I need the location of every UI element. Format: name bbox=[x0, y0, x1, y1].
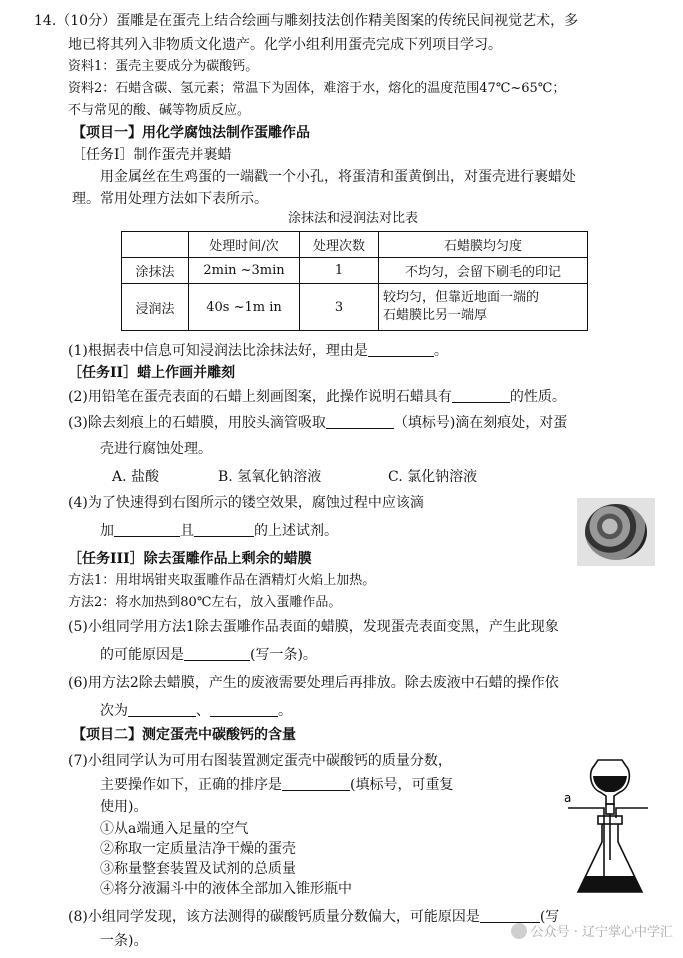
apparatus-label-a: a bbox=[564, 791, 572, 805]
q3-end: （填标号)滴在刻痕处，对蛋 bbox=[393, 415, 568, 431]
q2-text: (2)用铅笔在蛋壳表面的石蜡上刻画图案，此操作说明石蜡具有 bbox=[68, 389, 452, 405]
q4-cont bbox=[100, 522, 338, 540]
option-c: C. 氯化钠溶液 bbox=[388, 469, 478, 485]
table-row bbox=[122, 284, 588, 331]
answer-blank[interactable] bbox=[326, 414, 394, 429]
table-header-cell bbox=[122, 232, 189, 258]
q6-mid: 、 bbox=[196, 703, 210, 719]
project2-title: 【项目二】测定蛋壳中碳酸钙的含量 bbox=[72, 727, 296, 743]
task1-text2: 理。常用处理方法如下表所示。 bbox=[72, 191, 268, 207]
q5-end: (写一条)。 bbox=[250, 647, 317, 663]
table-cell: 涂抹法 bbox=[122, 258, 189, 284]
table-cell-line: 石蜡膜比另一端厚 bbox=[383, 308, 488, 323]
separatory-funnel bbox=[591, 760, 630, 860]
q7: (7)小组同学认为可用右图装置测定蛋壳中碳酸钙的质量分数， bbox=[68, 753, 452, 769]
q6: (6)用方法2除去蜡膜，产生的废液需要处理后再排放。除去废液中石蜡的操作依 bbox=[68, 675, 559, 691]
table-header-row bbox=[122, 232, 588, 258]
q7-cont2: 使用)。 bbox=[100, 799, 148, 815]
answer-blank[interactable] bbox=[452, 388, 510, 403]
answer-blank[interactable] bbox=[194, 522, 254, 537]
q8-text: (8)小组同学发现，该方法测得的碳酸钙质量分数偏大，可能原因是 bbox=[68, 909, 480, 925]
q8-cont: 一条)。 bbox=[100, 933, 148, 949]
table-row bbox=[122, 258, 588, 284]
answer-blank[interactable] bbox=[368, 342, 434, 357]
q6-end: 。 bbox=[278, 703, 292, 719]
material-2: 资料2：石蜡含碳、氢元素；常温下为固体，难溶于水，熔化的温度范围47℃~65℃； bbox=[68, 81, 566, 96]
answer-blank[interactable] bbox=[114, 522, 180, 537]
table-cell: 1 bbox=[300, 258, 379, 284]
answer-blank[interactable] bbox=[184, 646, 250, 661]
q5: (5)小组同学用方法1除去蛋雕作品表面的蜡膜，发现蛋壳表面变黑，产生此现象 bbox=[68, 619, 559, 635]
q3-text: (3)除去刻痕上的石蜡膜，用胶头滴管吸取 bbox=[68, 415, 326, 431]
q3-cont: 壳进行腐蚀处理。 bbox=[100, 441, 212, 457]
q3 bbox=[68, 414, 567, 432]
q4-text-a: 加 bbox=[100, 523, 114, 539]
q1-end: 。 bbox=[433, 343, 448, 359]
table-cell-line: 较均匀，但靠近地面一端的 bbox=[383, 290, 540, 305]
table-cell bbox=[379, 284, 588, 331]
table-cell: 浸润法 bbox=[122, 284, 189, 331]
q4-text-b: 且 bbox=[180, 523, 194, 539]
answer-blank[interactable] bbox=[128, 702, 196, 717]
apparatus-diagram bbox=[560, 752, 660, 902]
q4: (4)为了快速得到右图所示的镂空效果，腐蚀过程中应该滴 bbox=[68, 495, 424, 511]
option-a: A. 盐酸 bbox=[112, 469, 160, 485]
table-title: 涂抹法和浸润法对比表 bbox=[288, 211, 419, 226]
watermark bbox=[511, 921, 673, 940]
question-header-cont: 地已将其列入非物质文化遗产。化学小组利用蛋壳完成下列项目学习。 bbox=[68, 37, 502, 53]
carved-egg-image bbox=[585, 504, 647, 560]
step-1: ①从a端通入足量的空气 bbox=[100, 821, 249, 837]
q5-text: 的可能原因是 bbox=[100, 647, 184, 663]
question-header: 14.（10分）蛋雕是在蛋壳上结合绘画与雕刻技法创作精美图案的传统民间视觉艺术，多 bbox=[34, 13, 579, 29]
wechat-icon bbox=[511, 923, 527, 939]
flask-liquid bbox=[578, 876, 642, 892]
table-cell: 40s ~1m in bbox=[189, 284, 300, 331]
method-2: 方法2：将水加热到80℃左右，放入蛋雕作品。 bbox=[68, 595, 342, 610]
task3-title: ［任务III］除去蛋雕作品上剩余的蜡膜 bbox=[68, 551, 312, 567]
answer-blank[interactable] bbox=[282, 776, 350, 791]
q6-text: 次为 bbox=[100, 703, 128, 719]
task2-title: ［任务II］蜡上作画并雕刻 bbox=[68, 365, 236, 381]
q1 bbox=[68, 342, 448, 360]
egg-carving-photo bbox=[577, 498, 655, 566]
q4-text-c: 的上述试剂。 bbox=[254, 523, 338, 539]
q7-cont bbox=[100, 776, 453, 794]
method-1: 方法1：用坩埚钳夹取蛋雕作品在酒精灯火焰上加热。 bbox=[68, 573, 376, 588]
q8 bbox=[68, 908, 559, 926]
q1-text: (1)根据表中信息可知浸润法比涂抹法好，理由是 bbox=[68, 343, 368, 359]
project1-title: 【项目一】用化学腐蚀法制作蛋雕作品 bbox=[72, 125, 310, 141]
table-cell: 不均匀，会留下刷毛的印记 bbox=[379, 258, 588, 284]
comparison-table bbox=[121, 231, 588, 331]
table-cell: 2min ~3min bbox=[189, 258, 300, 284]
table-header-cell: 石蜡膜均匀度 bbox=[379, 232, 588, 258]
q8-end: (写 bbox=[539, 909, 560, 925]
material-1: 资料1：蛋壳主要成分为碳酸钙。 bbox=[68, 59, 259, 74]
q2 bbox=[68, 388, 566, 406]
material-2-cont: 不与常见的酸、碱等物质反应。 bbox=[68, 103, 251, 118]
answer-blank[interactable] bbox=[210, 702, 278, 717]
q5-cont bbox=[100, 646, 317, 664]
q7-text: 主要操作如下，正确的排序是 bbox=[100, 777, 282, 793]
q6-cont bbox=[100, 702, 292, 720]
table-cell: 3 bbox=[300, 284, 379, 331]
watermark-text: 公众号 · 辽宁掌心中学汇 bbox=[530, 925, 673, 940]
step-2: ②称取一定质量洁净干燥的蛋壳 bbox=[100, 841, 296, 857]
step-3: ③称量整套装置及试剂的总质量 bbox=[100, 861, 296, 877]
table-header-cell: 处理时间/次 bbox=[189, 232, 300, 258]
option-b: B. 氢氧化钠溶液 bbox=[218, 469, 322, 485]
funnel-liquid bbox=[593, 776, 627, 792]
step-4: ④将分液漏斗中的液体全部加入锥形瓶中 bbox=[100, 881, 352, 897]
task1-text: 用金属丝在生鸡蛋的一端戳一个小孔，将蛋清和蛋黄倒出，对蛋壳进行裹蜡处 bbox=[100, 169, 576, 185]
q7-end: (填标号，可重复 bbox=[350, 777, 454, 793]
q2-end: 的性质。 bbox=[509, 389, 566, 405]
table-header-cell: 处理次数 bbox=[300, 232, 379, 258]
task1-title: ［任务I］制作蛋壳并裹蜡 bbox=[72, 147, 232, 163]
